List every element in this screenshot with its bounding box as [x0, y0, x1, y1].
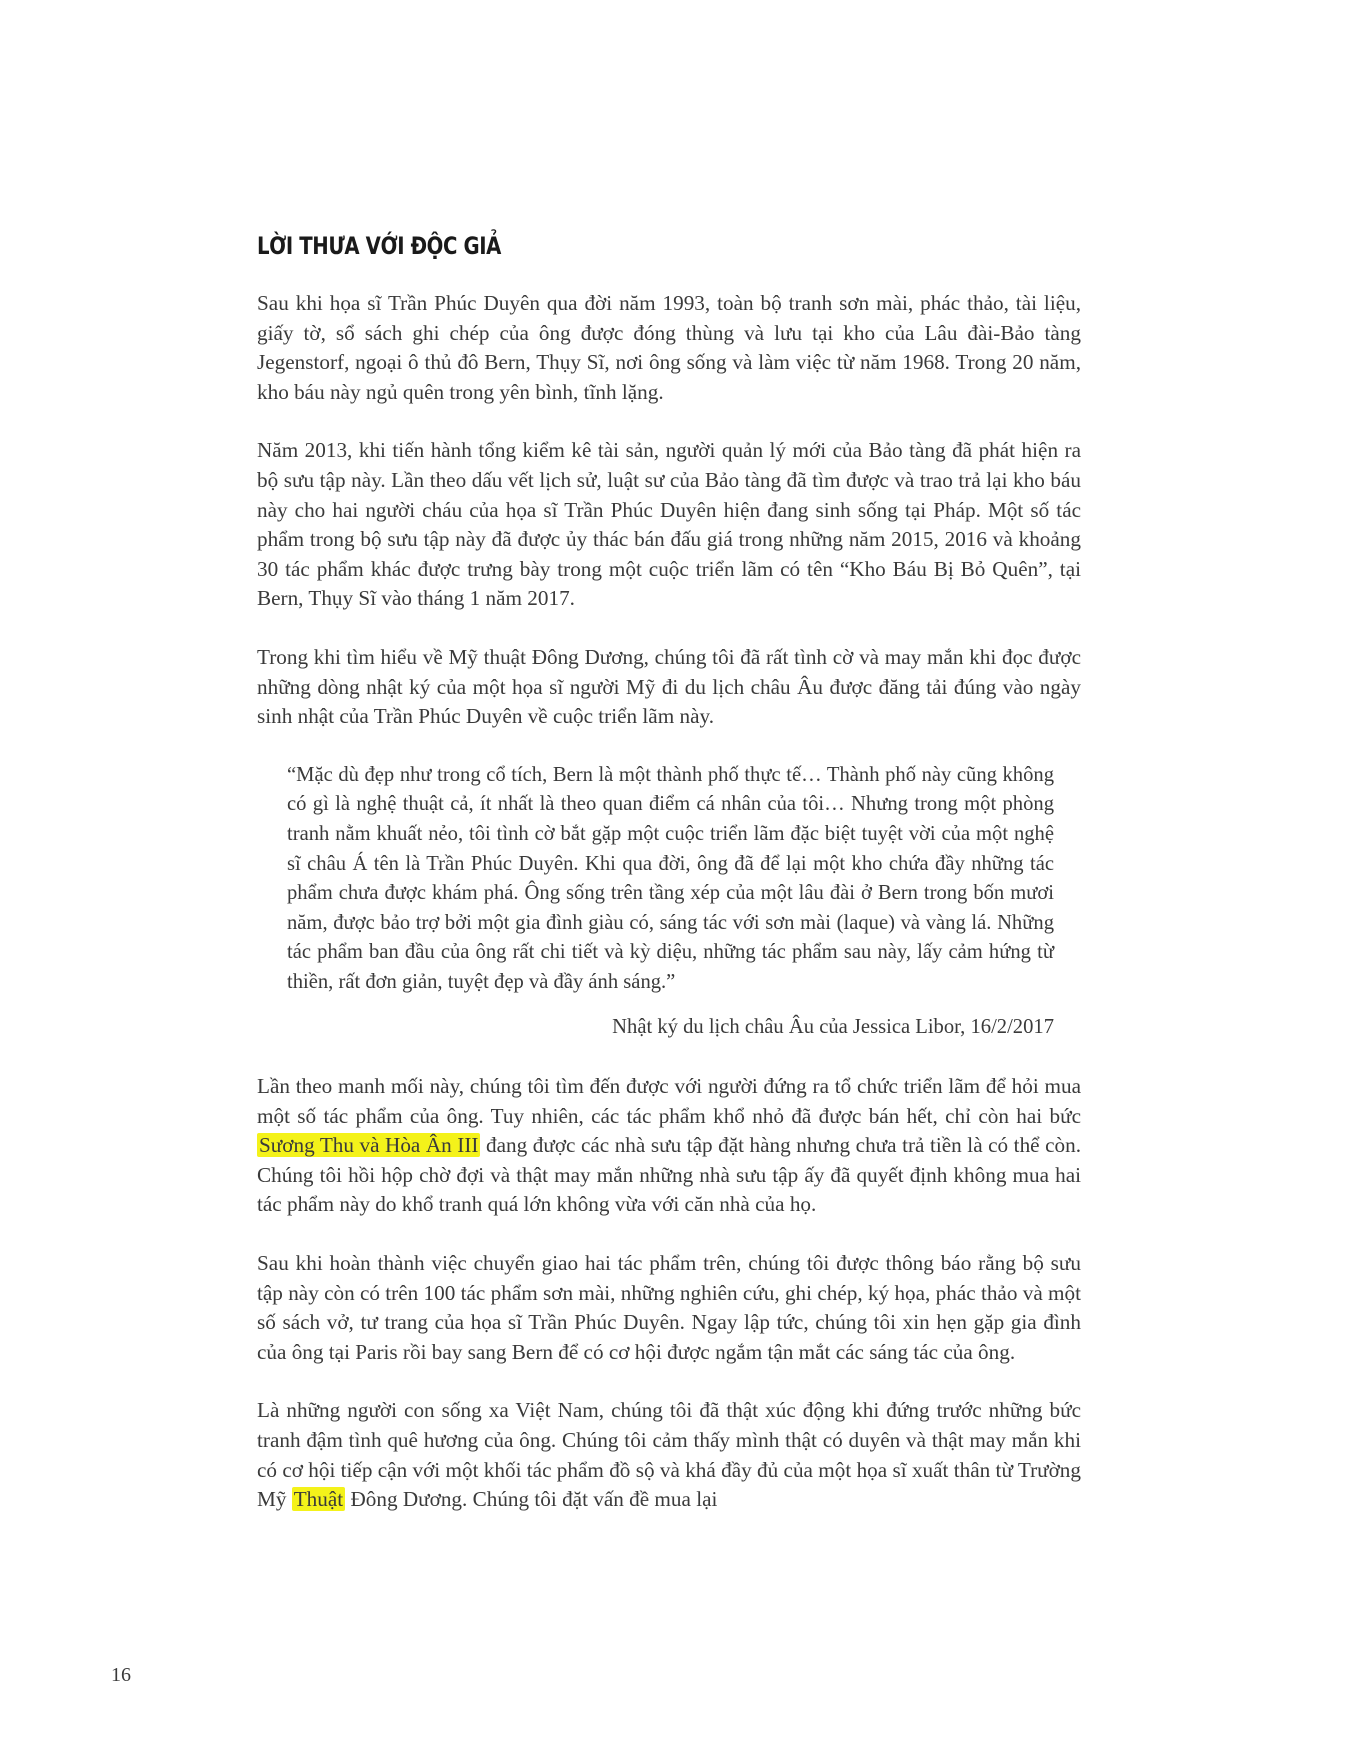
block-quote: “Mặc dù đẹp như trong cổ tích, Bern là một thành phố thực tế… Thành phố này cũng không có gì là nghệ thuật cả, ít nhất là theo quan điểm cá nhân của tôi… Nhưng trong một phòng tranh nằm khuất nẻo, tôi tình cờ bắt gặp một cuộc triển lãm đặc biệt tuyệt vời của một nghệ sĩ châu Á tên là Trần Phúc Duyên. Khi qua đời, ông đã để lại một kho chứa đầy những tác phẩm chưa được khám phá. Ông sống trên tầng xép của một lâu đài ở Bern trong bốn mươi năm, được bảo trợ bởi một gia đình giàu có, sáng tác với sơn mài (laque) và vàng lá. Những tác phẩm ban đầu của ông rất chi tiết và kỳ diệu, những tác phẩm sau này, lấy cảm hứng từ thiền, rất đơn giản, tuyệt đẹp và đầy ánh sáng.” — [287, 763, 1054, 993]
paragraph-4 — [257, 1072, 1081, 1220]
paragraph-6-text-end: Đông Dương. Chúng tôi đặt vấn đề mua lại — [345, 1487, 718, 1512]
paragraph-5: Sau khi hoàn thành việc chuyển giao hai tác phẩm trên, chúng tôi được thông báo rằng bộ sưu tập này còn có trên 100 tác phẩm sơn mài, những nghiên cứu, ghi chép, ký họa, phác thảo và một số sách vở, tư trang của họa sĩ Trần Phúc Duyên. Ngay lập tức, chúng tôi xin hẹn gặp gia đình của ông tại Paris rồi bay sang Bern để có cơ hội được ngắm tận mắt các sáng tác của ông. — [257, 1251, 1081, 1364]
paragraph-4-text-start: Lần theo manh mối này, chúng tôi tìm đến được với người đứng ra tổ chức triển lãm để hỏi mua một số tác phẩm của ông. Tuy nhiên, các tác phẩm khổ nhỏ đã được bán hết, chỉ còn hai bức — [257, 1074, 1081, 1128]
highlighted-text: Sương Thu và Hòa Ân III — [259, 1133, 479, 1158]
paragraph-6 — [257, 1396, 1081, 1514]
section-heading: LỜI THƯA VỚI ĐỘC GIẢ — [257, 232, 501, 260]
paragraph-3: Trong khi tìm hiểu về Mỹ thuật Đông Dương, chúng tôi đã rất tình cờ và may mắn khi đọc được những dòng nhật ký của một họa sĩ người Mỹ đi du lịch châu Âu được đăng tải đúng vào ngày sinh nhật của Trần Phúc Duyên về cuộc triển lãm này. — [257, 644, 1081, 729]
paragraph-6-text-start: Là những người con sống xa Việt Nam, chúng tôi đã thật xúc động khi đứng trước những bức tranh đậm tình quê hương của ông. Chúng tôi cảm thấy mình thật có duyên và thật may mắn khi có cơ hội tiếp cận với một khối tác phẩm đồ sộ và khá đầy đủ của một họa sĩ xuất thân từ Trường Mỹ — [257, 1398, 1081, 1512]
page-number: 16 — [111, 1664, 131, 1686]
body-text — [257, 289, 1081, 1544]
quote-attribution: Nhật ký du lịch châu Âu của Jessica Libor, 16/2/2017 — [612, 1016, 1054, 1039]
paragraph-2: Năm 2013, khi tiến hành tổng kiểm kê tài sản, người quản lý mới của Bảo tàng đã phát hiện ra bộ sưu tập này. Lần theo dấu vết lịch sử, luật sư của Bảo tàng đã tìm được và trao trả lại kho báu này cho hai người cháu của họa sĩ Trần Phúc Duyên hiện đang sinh sống tại Pháp. Một số tác phẩm trong bộ sưu tập này đã được ủy thác bán đấu giá trong những năm 2015, 2016 và khoảng 30 tác phẩm khác được trưng bày trong một cuộc triển lãm có tên “Kho Báu Bị Bỏ Quên”, tại Bern, Thụy Sĩ vào tháng 1 năm 2017. — [257, 438, 1081, 611]
highlighted-text: Thuật — [293, 1487, 344, 1512]
paragraph-4-text-end: đang được các nhà sưu tập đặt hàng nhưng chưa trả tiền là có thể còn. Chúng tôi hồi hộp chờ đợi và thật may mắn những nhà sưu tập ấy đã quyết định không mua hai tác phẩm này do khổ tranh quá lớn không vừa với căn nhà của họ. — [257, 1133, 1081, 1217]
paragraph-1: Sau khi họa sĩ Trần Phúc Duyên qua đời năm 1993, toàn bộ tranh sơn mài, phác thảo, tài liệu, giấy tờ, sổ sách ghi chép của ông được đóng thùng và lưu tại kho của Lâu đài-Bảo tàng Jegenstorf, ngoại ô thủ đô Bern, Thụy Sĩ, nơi ông sống và làm việc từ năm 1968. Trong 20 năm, kho báu này ngủ quên trong yên bình, tĩnh lặng. — [257, 291, 1081, 404]
